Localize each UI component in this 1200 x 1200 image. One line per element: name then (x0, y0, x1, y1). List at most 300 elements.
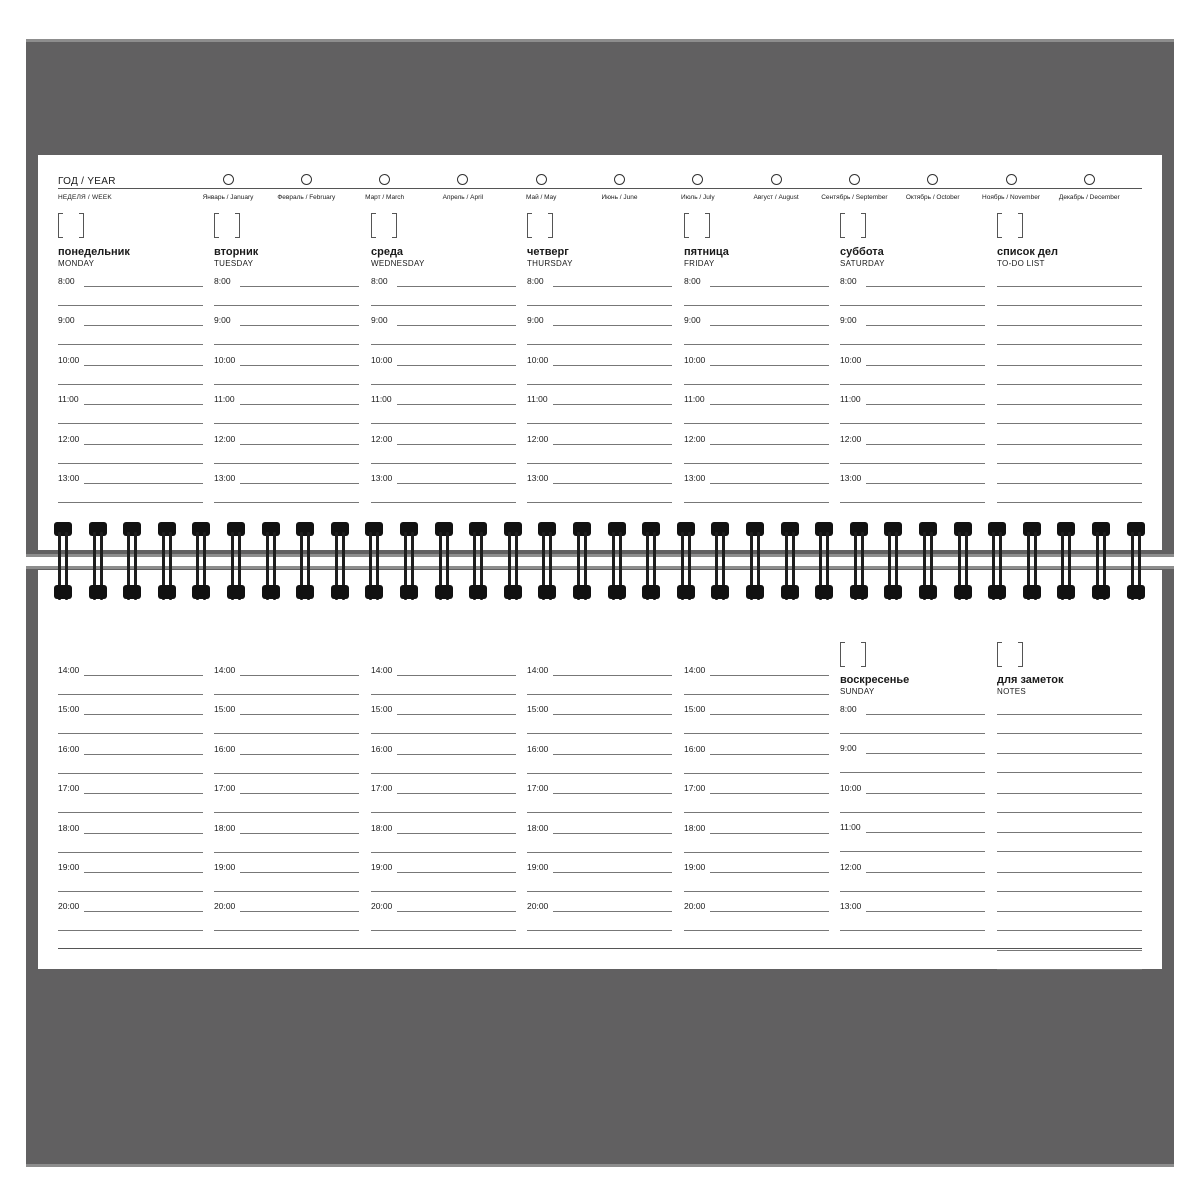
writing-line[interactable] (397, 325, 516, 326)
ring-knob-top (815, 522, 833, 536)
ring-knob-top (400, 522, 418, 536)
writing-line[interactable] (84, 675, 203, 676)
writing-line[interactable] (240, 754, 359, 755)
writing-line[interactable] (240, 444, 359, 445)
writing-line[interactable] (397, 444, 516, 445)
writing-line[interactable] (684, 812, 829, 813)
writing-line[interactable] (527, 463, 672, 464)
writing-line[interactable] (710, 675, 829, 676)
month-checkbox-4[interactable] (457, 174, 468, 185)
writing-line[interactable] (527, 344, 672, 345)
writing-line[interactable] (866, 793, 985, 794)
writing-line[interactable] (866, 404, 985, 405)
writing-line[interactable] (240, 325, 359, 326)
writing-line[interactable] (240, 833, 359, 834)
header-rule (58, 188, 1142, 189)
writing-line[interactable] (58, 773, 203, 774)
ring-knob-bottom (262, 585, 280, 599)
writing-line[interactable] (240, 714, 359, 715)
day-name: для заметок (997, 674, 1064, 686)
writing-line[interactable] (710, 286, 829, 287)
writing-line[interactable] (997, 502, 1142, 503)
date-bracket (997, 642, 1023, 667)
writing-line[interactable] (997, 423, 1142, 424)
time-label: 8:00 (840, 276, 857, 286)
time-label: 12:00 (214, 433, 236, 444)
writing-line[interactable] (997, 891, 1142, 892)
ring-knob-top (54, 522, 72, 536)
ring-knob-top (1092, 522, 1110, 536)
writing-line[interactable] (240, 793, 359, 794)
ring-knob-top (435, 522, 453, 536)
writing-line[interactable] (710, 404, 829, 405)
writing-line[interactable] (371, 423, 516, 424)
writing-line[interactable] (397, 404, 516, 405)
writing-line[interactable] (997, 950, 1142, 951)
ring-knob-bottom (89, 585, 107, 599)
ring-knob-top (123, 522, 141, 536)
time-label: 13:00 (214, 473, 236, 483)
month-label: Октябрь / October (905, 194, 960, 201)
writing-line[interactable] (214, 891, 359, 892)
time-label: 15:00 (214, 704, 236, 715)
ring-knob-bottom (746, 585, 764, 599)
writing-line[interactable] (866, 714, 985, 715)
writing-line[interactable] (58, 305, 203, 306)
ring-knob-bottom (815, 585, 833, 599)
writing-line[interactable] (527, 502, 672, 503)
ring-knob-top (1057, 522, 1075, 536)
writing-line[interactable] (84, 911, 203, 912)
time-label: 13:00 (527, 473, 549, 483)
ring-knob-bottom (365, 585, 383, 599)
writing-line[interactable] (240, 483, 359, 484)
time-label: 12:00 (684, 433, 706, 444)
month-checkbox-6[interactable] (614, 174, 625, 185)
day-name: среда (371, 246, 404, 258)
time-label: 10:00 (840, 354, 862, 365)
time-label: 18:00 (371, 822, 393, 833)
writing-line[interactable] (527, 733, 672, 734)
writing-line[interactable] (684, 305, 829, 306)
writing-line[interactable] (214, 694, 359, 695)
writing-line[interactable] (553, 833, 672, 834)
ring-knob-top (850, 522, 868, 536)
writing-line[interactable] (684, 694, 829, 695)
month-checkbox-11[interactable] (1006, 174, 1017, 185)
writing-line[interactable] (214, 812, 359, 813)
writing-line[interactable] (710, 793, 829, 794)
writing-line[interactable] (710, 754, 829, 755)
writing-line[interactable] (397, 754, 516, 755)
writing-line[interactable] (997, 404, 1142, 405)
ring-knob-bottom (781, 585, 799, 599)
writing-line[interactable] (840, 891, 985, 892)
writing-line[interactable] (214, 773, 359, 774)
day-sub-label: WEDNESDAY (371, 259, 425, 268)
writing-line[interactable] (371, 305, 516, 306)
writing-line[interactable] (214, 423, 359, 424)
writing-line[interactable] (58, 384, 203, 385)
writing-line[interactable] (710, 911, 829, 912)
date-bracket (58, 213, 84, 238)
ring-knob-top (677, 522, 695, 536)
week-label: НЕДЕЛЯ / WEEK (58, 194, 112, 201)
day-name: пятница (684, 246, 729, 258)
writing-line[interactable] (553, 365, 672, 366)
ring-knob-bottom (469, 585, 487, 599)
writing-line[interactable] (371, 502, 516, 503)
writing-line[interactable] (214, 305, 359, 306)
writing-line[interactable] (866, 286, 985, 287)
writing-line[interactable] (371, 930, 516, 931)
time-label: 14:00 (58, 665, 80, 675)
ring-knob-top (642, 522, 660, 536)
writing-line[interactable] (997, 463, 1142, 464)
writing-line[interactable] (866, 872, 985, 873)
writing-line[interactable] (58, 423, 203, 424)
time-label: 14:00 (527, 665, 549, 675)
month-checkbox-2[interactable] (301, 174, 312, 185)
writing-line[interactable] (84, 793, 203, 794)
writing-line[interactable] (553, 714, 672, 715)
writing-line[interactable] (866, 753, 985, 754)
time-label: 18:00 (527, 822, 549, 833)
time-label: 11:00 (527, 394, 548, 405)
writing-line[interactable] (553, 911, 672, 912)
ring-knob-top (573, 522, 591, 536)
month-label: Апрель / April (442, 194, 484, 201)
writing-line[interactable] (371, 773, 516, 774)
writing-line[interactable] (527, 812, 672, 813)
time-label: 15:00 (527, 704, 549, 715)
writing-line[interactable] (527, 891, 672, 892)
date-bracket (684, 213, 710, 238)
ring-knob-bottom (400, 585, 418, 599)
writing-line[interactable] (710, 483, 829, 484)
writing-line[interactable] (214, 930, 359, 931)
writing-line[interactable] (240, 675, 359, 676)
writing-line[interactable] (214, 384, 359, 385)
writing-line[interactable] (997, 714, 1142, 715)
time-label: 17:00 (371, 783, 393, 794)
writing-line[interactable] (997, 872, 1142, 873)
writing-line[interactable] (371, 812, 516, 813)
writing-line[interactable] (214, 344, 359, 345)
writing-line[interactable] (397, 675, 516, 676)
writing-line[interactable] (997, 344, 1142, 345)
writing-line[interactable] (58, 733, 203, 734)
ring-knob-top (158, 522, 176, 536)
writing-line[interactable] (84, 444, 203, 445)
writing-line[interactable] (840, 733, 985, 734)
writing-line[interactable] (684, 344, 829, 345)
month-checkbox-12[interactable] (1084, 174, 1095, 185)
writing-line[interactable] (58, 852, 203, 853)
writing-line[interactable] (397, 286, 516, 287)
ring-knob-top (192, 522, 210, 536)
time-label: 14:00 (214, 665, 236, 675)
time-label: 15:00 (58, 704, 80, 715)
writing-line[interactable] (371, 891, 516, 892)
writing-line[interactable] (527, 930, 672, 931)
time-label: 9:00 (840, 743, 857, 754)
month-checkbox-10[interactable] (927, 174, 938, 185)
time-label: 8:00 (840, 704, 857, 714)
writing-line[interactable] (840, 502, 985, 503)
writing-line[interactable] (553, 286, 672, 287)
writing-line[interactable] (527, 384, 672, 385)
time-label: 9:00 (371, 315, 388, 326)
writing-line[interactable] (710, 833, 829, 834)
time-label: 16:00 (214, 743, 236, 754)
writing-line[interactable] (397, 793, 516, 794)
time-label: 12:00 (371, 433, 393, 444)
writing-line[interactable] (84, 286, 203, 287)
writing-line[interactable] (684, 423, 829, 424)
writing-line[interactable] (58, 812, 203, 813)
writing-line[interactable] (553, 483, 672, 484)
ring-knob-bottom (538, 585, 556, 599)
writing-line[interactable] (997, 772, 1142, 773)
writing-line[interactable] (553, 325, 672, 326)
writing-line[interactable] (397, 833, 516, 834)
writing-line[interactable] (58, 502, 203, 503)
time-label: 20:00 (214, 901, 236, 912)
writing-line[interactable] (840, 423, 985, 424)
writing-line[interactable] (553, 444, 672, 445)
ring-knob-bottom (192, 585, 210, 599)
writing-line[interactable] (840, 463, 985, 464)
writing-line[interactable] (997, 286, 1142, 287)
writing-line[interactable] (684, 384, 829, 385)
writing-line[interactable] (84, 325, 203, 326)
writing-line[interactable] (710, 872, 829, 873)
writing-line[interactable] (553, 872, 672, 873)
month-checkbox-5[interactable] (536, 174, 547, 185)
writing-line[interactable] (997, 444, 1142, 445)
time-label: 17:00 (527, 783, 549, 794)
writing-line[interactable] (397, 911, 516, 912)
writing-line[interactable] (553, 754, 672, 755)
writing-line[interactable] (371, 733, 516, 734)
day-sub-label: THURSDAY (527, 259, 573, 268)
time-label: 18:00 (214, 822, 236, 833)
month-checkbox-1[interactable] (223, 174, 234, 185)
ring-knob-bottom (1127, 585, 1145, 599)
writing-line[interactable] (84, 483, 203, 484)
writing-line[interactable] (397, 365, 516, 366)
writing-line[interactable] (371, 694, 516, 695)
writing-line[interactable] (397, 872, 516, 873)
writing-line[interactable] (553, 675, 672, 676)
writing-line[interactable] (214, 852, 359, 853)
ring-knob-top (711, 522, 729, 536)
writing-line[interactable] (684, 463, 829, 464)
time-label: 11:00 (840, 394, 861, 405)
writing-line[interactable] (997, 969, 1142, 970)
ring-knob-bottom (954, 585, 972, 599)
writing-line[interactable] (840, 384, 985, 385)
bottom-rule (58, 948, 1142, 949)
year-label: ГОД / YEAR (58, 176, 116, 187)
time-label: 14:00 (371, 665, 393, 675)
writing-line[interactable] (84, 365, 203, 366)
writing-line[interactable] (997, 753, 1142, 754)
planner-page-bottom (38, 570, 1162, 969)
writing-line[interactable] (840, 344, 985, 345)
ring-knob-top (538, 522, 556, 536)
writing-line[interactable] (527, 423, 672, 424)
month-checkbox-7[interactable] (692, 174, 703, 185)
writing-line[interactable] (997, 365, 1142, 366)
writing-line[interactable] (710, 714, 829, 715)
month-checkbox-3[interactable] (379, 174, 390, 185)
writing-line[interactable] (371, 463, 516, 464)
time-label: 14:00 (684, 665, 706, 675)
writing-line[interactable] (840, 851, 985, 852)
writing-line[interactable] (840, 812, 985, 813)
writing-line[interactable] (397, 714, 516, 715)
time-label: 16:00 (371, 743, 393, 754)
writing-line[interactable] (397, 483, 516, 484)
time-label: 10:00 (371, 354, 393, 365)
writing-line[interactable] (684, 930, 829, 931)
writing-line[interactable] (997, 812, 1142, 813)
day-name: список дел (997, 246, 1059, 258)
writing-line[interactable] (710, 444, 829, 445)
day-name: четверг (527, 246, 569, 258)
writing-line[interactable] (997, 733, 1142, 734)
writing-line[interactable] (553, 793, 672, 794)
writing-line[interactable] (371, 344, 516, 345)
writing-line[interactable] (997, 384, 1142, 385)
writing-line[interactable] (240, 404, 359, 405)
writing-line[interactable] (710, 325, 829, 326)
writing-line[interactable] (684, 733, 829, 734)
writing-line[interactable] (84, 833, 203, 834)
month-checkbox-9[interactable] (849, 174, 860, 185)
time-label: 11:00 (840, 822, 861, 833)
writing-line[interactable] (58, 694, 203, 695)
writing-line[interactable] (214, 463, 359, 464)
writing-line[interactable] (840, 930, 985, 931)
writing-line[interactable] (840, 772, 985, 773)
writing-line[interactable] (84, 404, 203, 405)
time-label: 20:00 (371, 901, 393, 912)
ring-knob-bottom (919, 585, 937, 599)
ring-knob-top (504, 522, 522, 536)
month-label: Декабрь / December (1058, 194, 1120, 201)
writing-line[interactable] (684, 852, 829, 853)
writing-line[interactable] (58, 463, 203, 464)
writing-line[interactable] (240, 286, 359, 287)
writing-line[interactable] (866, 325, 985, 326)
date-bracket (840, 642, 866, 667)
writing-line[interactable] (997, 305, 1142, 306)
month-label: Январь / January (202, 194, 254, 201)
ring-knob-bottom (608, 585, 626, 599)
ring-knob-top (365, 522, 383, 536)
time-label: 8:00 (371, 276, 388, 286)
writing-line[interactable] (527, 694, 672, 695)
writing-line[interactable] (684, 773, 829, 774)
writing-line[interactable] (866, 911, 985, 912)
writing-line[interactable] (84, 714, 203, 715)
month-label: Август / August (753, 194, 799, 201)
writing-line[interactable] (997, 911, 1142, 912)
writing-line[interactable] (866, 832, 985, 833)
time-label: 19:00 (58, 862, 80, 872)
ring-knob-top (296, 522, 314, 536)
time-label: 8:00 (684, 276, 701, 286)
writing-line[interactable] (240, 365, 359, 366)
writing-line[interactable] (997, 483, 1142, 484)
time-label: 13:00 (58, 473, 80, 483)
writing-line[interactable] (58, 344, 203, 345)
writing-line[interactable] (866, 444, 985, 445)
writing-line[interactable] (58, 930, 203, 931)
writing-line[interactable] (527, 773, 672, 774)
writing-line[interactable] (997, 325, 1142, 326)
ring-knob-top (954, 522, 972, 536)
time-label: 12:00 (58, 433, 80, 444)
month-checkbox-8[interactable] (771, 174, 782, 185)
date-bracket (527, 213, 553, 238)
writing-line[interactable] (684, 502, 829, 503)
month-label: Ноябрь / November (982, 194, 1040, 201)
writing-line[interactable] (58, 891, 203, 892)
writing-line[interactable] (840, 305, 985, 306)
writing-line[interactable] (214, 502, 359, 503)
ring-knob-top (1023, 522, 1041, 536)
writing-line[interactable] (997, 930, 1142, 931)
time-label: 16:00 (527, 743, 549, 754)
writing-line[interactable] (214, 733, 359, 734)
day-sub-label: SATURDAY (840, 259, 885, 268)
writing-line[interactable] (997, 832, 1142, 833)
month-label: Сентябрь / September (821, 194, 888, 201)
writing-line[interactable] (84, 754, 203, 755)
time-label: 11:00 (371, 394, 392, 405)
time-label: 19:00 (527, 862, 549, 872)
day-sub-label: TUESDAY (214, 259, 254, 268)
time-label: 15:00 (371, 704, 393, 715)
ring-knob-bottom (1023, 585, 1041, 599)
writing-line[interactable] (866, 365, 985, 366)
time-label: 8:00 (527, 276, 544, 286)
day-name: понедельник (58, 246, 130, 258)
ring-knob-bottom (677, 585, 695, 599)
ring-knob-bottom (711, 585, 729, 599)
ring-knob-top (469, 522, 487, 536)
writing-line[interactable] (866, 483, 985, 484)
ring-knob-bottom (227, 585, 245, 599)
writing-line[interactable] (997, 793, 1142, 794)
writing-line[interactable] (527, 305, 672, 306)
writing-line[interactable] (684, 891, 829, 892)
time-label: 15:00 (684, 704, 706, 715)
writing-line[interactable] (84, 872, 203, 873)
writing-line[interactable] (553, 404, 672, 405)
writing-line[interactable] (240, 911, 359, 912)
writing-line[interactable] (997, 851, 1142, 852)
writing-line[interactable] (527, 852, 672, 853)
writing-line[interactable] (371, 384, 516, 385)
writing-line[interactable] (240, 872, 359, 873)
writing-line[interactable] (371, 852, 516, 853)
writing-line[interactable] (710, 365, 829, 366)
